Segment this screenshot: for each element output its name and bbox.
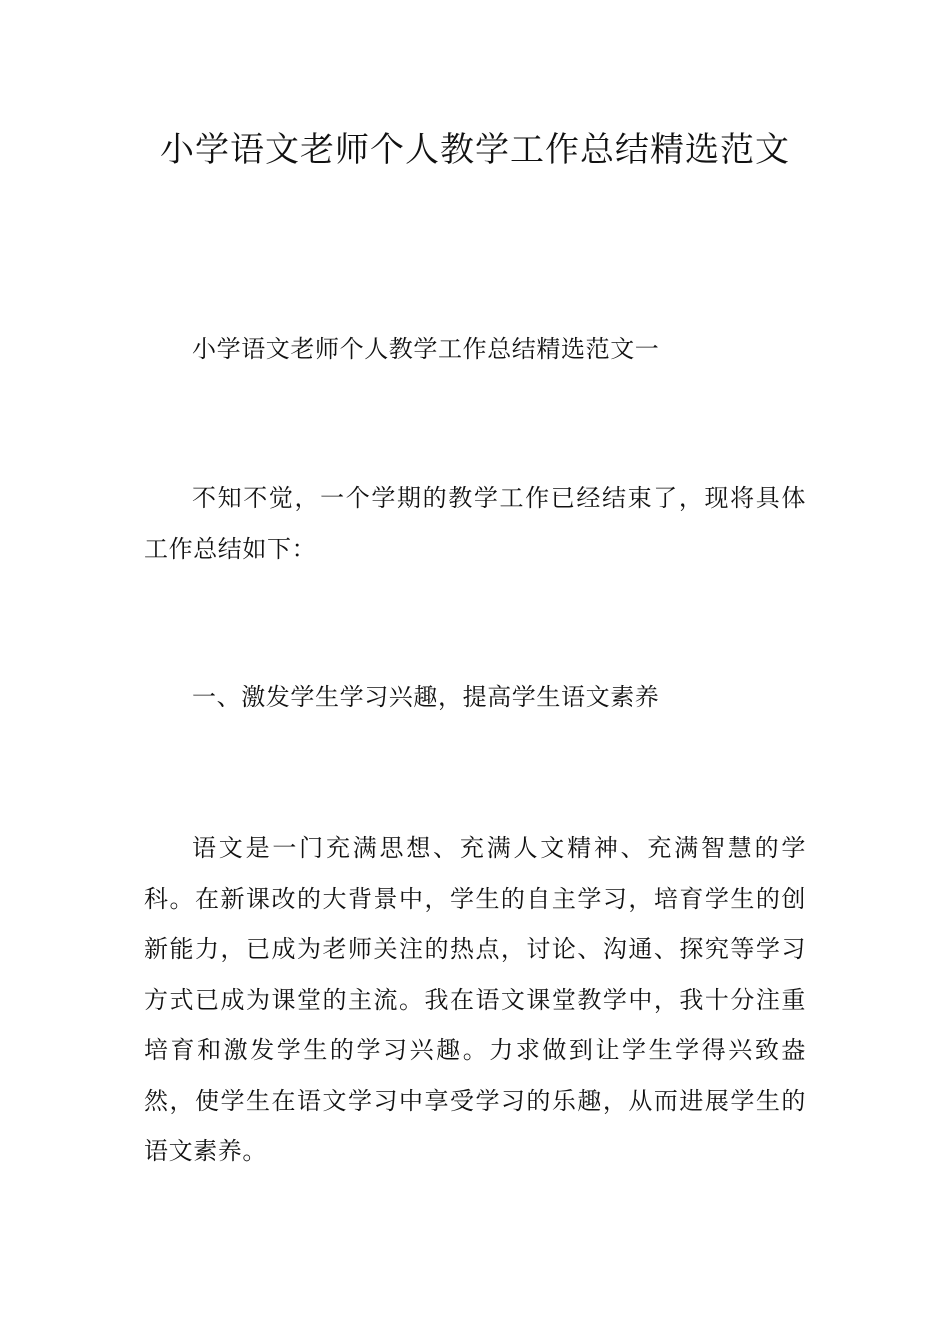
document-title: 小学语文老师个人教学工作总结精选范文: [160, 130, 790, 170]
section-heading-one: 一、激发学生学习兴趣，提高学生语文素养: [192, 683, 660, 711]
intro-paragraph: 不知不觉，一个学期的教学工作已经结束了，现将具体工作总结如下：: [144, 484, 806, 563]
body-paragraph: 语文是一门充满思想、充满人文精神、充满智慧的学科。在新课改的大背景中，学生的自主学习，培育学生的创新能力，已成为老师关注的热点，讨论、沟通、探究等学习方式已成为课堂的主流。我在语文课堂教学中，我十分注重培育和激发学生的学习兴趣。力求做到让学生学得兴致盎然，使学生在语文学习中享受学习的乐趣，从而进展学生的语文素养。: [144, 834, 806, 1165]
section-heading-essay-one: 小学语文老师个人教学工作总结精选范文一: [192, 335, 660, 363]
